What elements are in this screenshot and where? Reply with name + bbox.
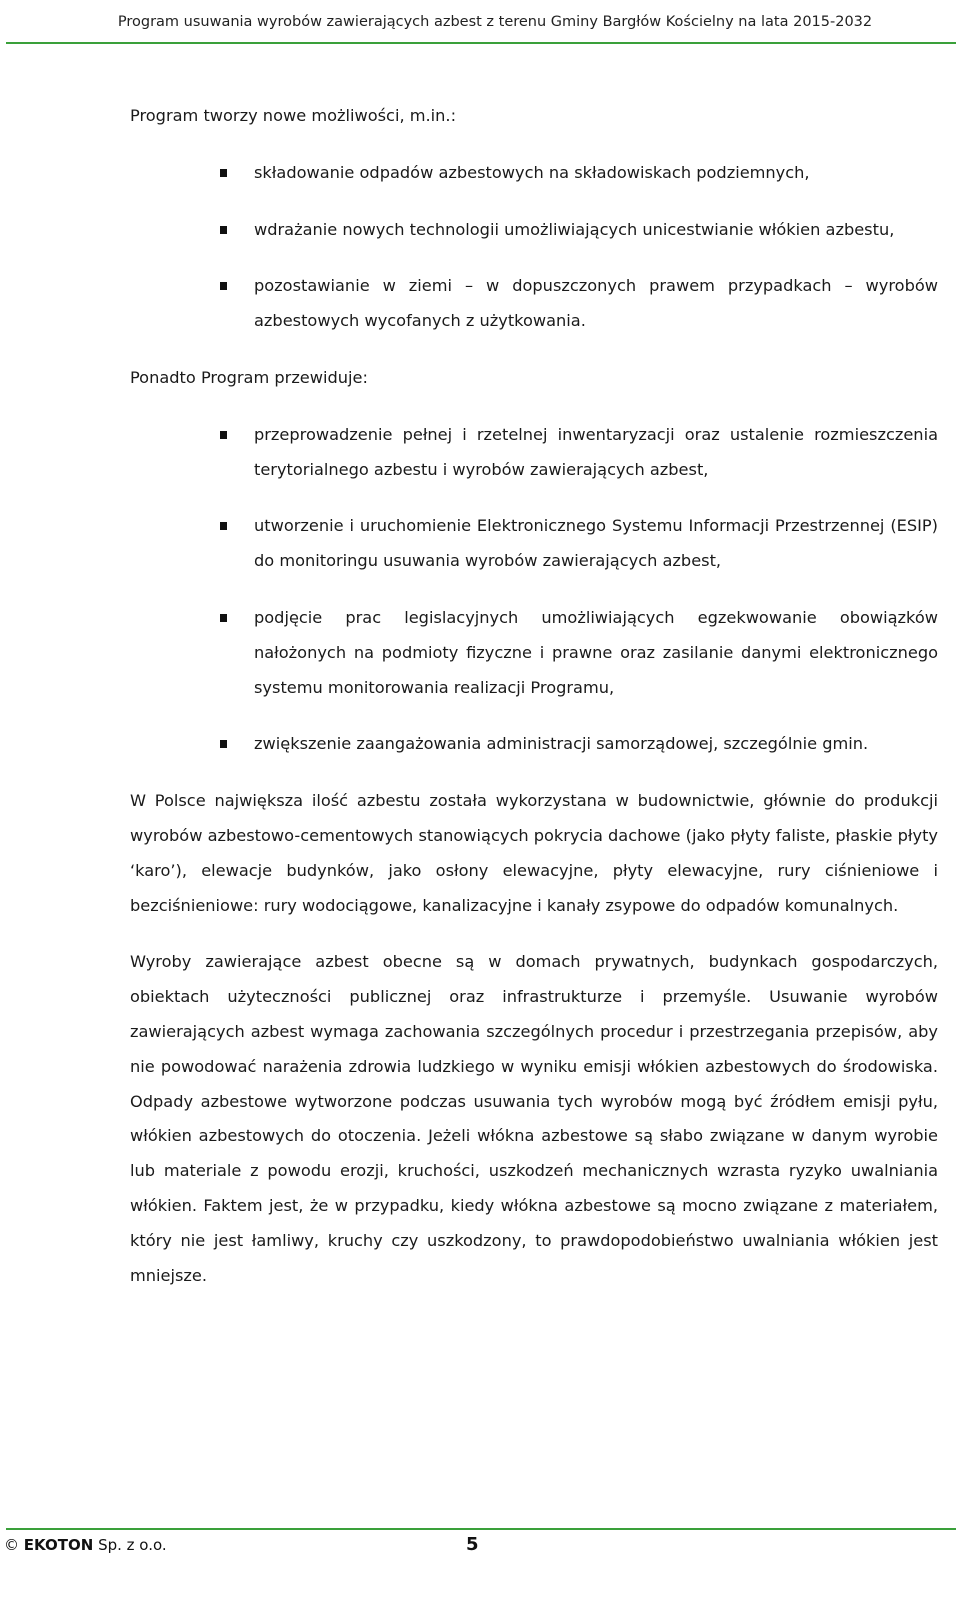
square-bullet-icon (220, 522, 227, 530)
list-item (128, 213, 938, 248)
intro-text: Program tworzy nowe możliwości, m.in.: (130, 106, 457, 125)
list-item (128, 727, 938, 762)
page-number: 5 (466, 1534, 479, 1555)
list-item (128, 509, 938, 579)
list-item (128, 269, 938, 339)
list-item-text: podjęcie prac legislacyjnych umożliwiających egzekwowanie obowiązków nałożonych na podmioty fizyczne i prawne oraz zasilanie danymi elektronicznego systemu monitorowania realizacji Programu, (254, 607, 938, 697)
page-footer (4, 1536, 167, 1554)
list-item-text: przeprowadzenie pełnej i rzetelnej inwentaryzacji oraz ustalenie rozmieszczenia terytorialnego azbestu i wyrobów zawierających azbest, (254, 424, 938, 479)
footer-rule (6, 1528, 956, 1530)
list-item-text: utworzenie i uruchomienie Elektronicznego Systemu Informacji Przestrzennej (ESIP) do monitoringu usuwania wyrobów zawierających azbest, (254, 516, 938, 571)
copyright-symbol: © (4, 1536, 19, 1554)
list-item (128, 156, 938, 191)
company-name: EKOTON (23, 1536, 94, 1554)
program-provisions-list (130, 418, 938, 762)
square-bullet-icon (220, 431, 227, 439)
list-item-text: wdrażanie nowych technologii umożliwiających unicestwianie włókien azbestu, (254, 219, 895, 239)
company-suffix: Sp. z o.o. (98, 1536, 167, 1554)
square-bullet-icon (220, 740, 227, 748)
list-item (128, 418, 938, 488)
list-item-text: składowanie odpadów azbestowych na składowiskach podziemnych, (254, 162, 810, 182)
paragraph-asbestos-use: W Polsce największa ilość azbestu została wykorzystana w budownictwie, głównie do produkcji wyrobów azbestowo-cementowych stanowiących pokrycia dachowe (jako płyty faliste, płaskie płyty ‘karo’), elewacje budynków, jako osłony elewacyjne, płyty elewacyjne, rury ciśnieniowe i bezciśnieniowe: rury wodociągowe, kanalizacyjne i kanały zsypowe do odpadów komunalnych. (130, 791, 938, 915)
possibilities-list (130, 156, 938, 339)
square-bullet-icon (220, 614, 227, 622)
intro2-text: Ponadto Program przewiduje: (130, 367, 368, 387)
list-item (128, 601, 938, 705)
square-bullet-icon (220, 226, 227, 234)
list-item-text: zwiększenie zaangażowania administracji samorządowej, szczególnie gmin. (254, 734, 869, 754)
header-rule (6, 42, 956, 44)
list-item-text: pozostawianie w ziemi – w dopuszczonych prawem przypadkach – wyrobów azbestowych wycofanych z użytkowania. (254, 276, 938, 331)
paragraph-asbestos-removal: Wyroby zawierające azbest obecne są w domach prywatnych, budynkach gospodarczych, obiektach użyteczności publicznej oraz infrastrukturze i przemyśle. Usuwanie wyrobów zawierających azbest wymaga zachowania szczególnych procedur i przestrzegania przepisów, aby nie powodować narażenia zdrowia ludzkiego w wyniku emisji włókien azbestowych do środowiska. Odpady azbestowe wytworzone podczas usuwania tych wyrobów mogą być źródłem emisji pyłu, włókien azbestowych do otoczenia. Jeżeli włókna azbestowe są słabo związane w danym wyrobie lub materiale z powodu erozji, kruchości, uszkodzeń mechanicznych wzrasta ryzyko uwalniania włókien. Faktem jest, że w przypadku, kiedy włókna azbestowe są mocno związane z materiałem, który nie jest łamliwy, kruchy czy uszkodzony, to prawdopodobieństwo uwalniania włókien jest mniejsze. (130, 952, 938, 1285)
document-title: Program usuwania wyrobów zawierających azbest z terenu Gminy Bargłów Kościelny na lata 2015-2032 (117, 14, 873, 30)
page-header (0, 14, 960, 30)
square-bullet-icon (220, 282, 227, 290)
square-bullet-icon (220, 169, 227, 177)
document-body (130, 99, 938, 1315)
